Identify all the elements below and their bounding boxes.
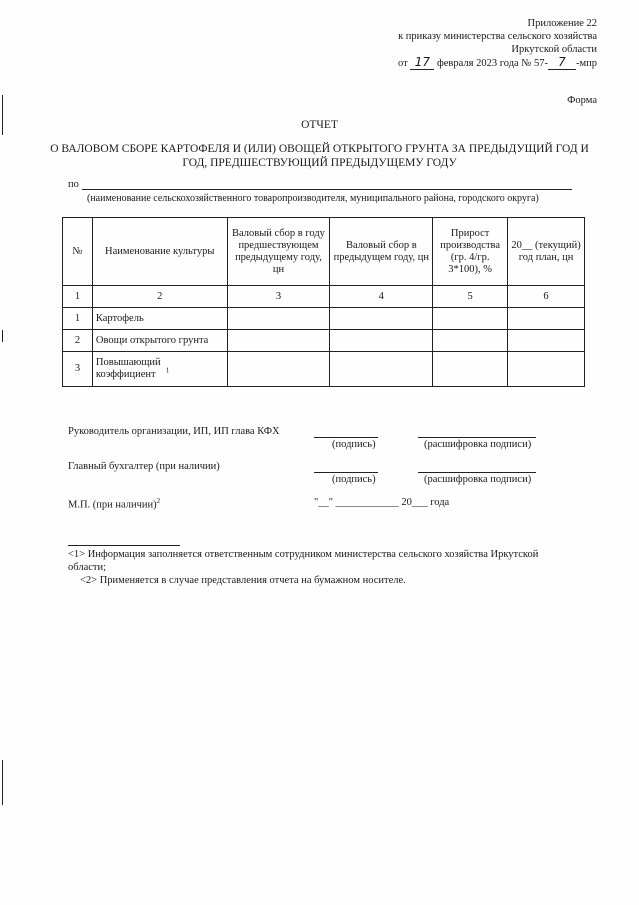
- footnote-divider: [68, 545, 180, 546]
- row-number: 3: [63, 352, 93, 387]
- by-label: по: [68, 179, 79, 190]
- accountant-signature-caption: (подпись): [332, 474, 376, 485]
- order-suffix: -мпр: [575, 58, 597, 69]
- by-underline: [82, 189, 572, 190]
- footnote-1: <1> Информация заполняется ответственным сотрудником министерства сельского хозяйства Иркутской: [68, 549, 539, 560]
- footnote-ref: 1: [165, 366, 170, 375]
- appendix-block: [398, 17, 597, 70]
- cell-yield-before-prev[interactable]: [227, 352, 330, 387]
- report-title-line2: ГОД, ПРЕДШЕСТВУЮЩИЙ ПРЕДЫДУЩЕМУ ГОДУ: [182, 157, 457, 169]
- scan-artifact: [2, 330, 3, 342]
- head-signatory-label: Руководитель организации, ИП, ИП глава КФХ: [68, 426, 280, 437]
- accountant-decoding-caption: (расшифровка подписи): [424, 474, 532, 485]
- row-crop-name: Картофель: [92, 308, 227, 330]
- column-number: 1: [63, 286, 93, 308]
- header-growth: Прирост производства (гр. 4/гр. 3*100), %: [433, 218, 508, 286]
- by-caption: (наименование сельскохозяйственного товаропроизводителя, муниципального района, городского округа): [87, 193, 539, 204]
- table-row: [63, 352, 585, 387]
- column-number: 6: [508, 286, 585, 308]
- form-label: Форма: [567, 95, 597, 106]
- cell-yield-prev[interactable]: [330, 330, 433, 352]
- date-fill-line: "__" ____________ 20___ года: [314, 497, 450, 508]
- cell-yield-prev[interactable]: [330, 308, 433, 330]
- head-signature-line[interactable]: [314, 437, 378, 438]
- accountant-decoding-line[interactable]: [418, 472, 536, 473]
- cell-growth[interactable]: [433, 352, 508, 387]
- date-prefix: от: [398, 58, 408, 69]
- table-header-row: [63, 218, 585, 286]
- row-number: 2: [63, 330, 93, 352]
- column-number: 2: [92, 286, 227, 308]
- header-yield-prev: Валовый сбор в предыдущем году, цн: [330, 218, 433, 286]
- stamp-label: М.П. (при наличии): [68, 499, 157, 511]
- report-table: [62, 217, 585, 387]
- report-title-line1: О ВАЛОВОМ СБОРЕ КАРТОФЕЛЯ И (ИЛИ) ОВОЩЕЙ ОТКРЫТОГО ГРУНТА ЗА ПРЕДЫДУЩИЙ ГОД И: [50, 143, 589, 155]
- table-row: [63, 308, 585, 330]
- table-row: [63, 330, 585, 352]
- footnote-2: <2> Применяется в случае представления отчета на бумажном носителе.: [80, 575, 406, 586]
- appendix-line1: Приложение 22: [527, 18, 597, 29]
- head-decoding-line[interactable]: [418, 437, 536, 438]
- head-signature-caption: (подпись): [332, 439, 376, 450]
- header-num: №: [63, 218, 93, 286]
- cell-plan[interactable]: [508, 352, 585, 387]
- head-decoding-caption: (расшифровка подписи): [424, 439, 532, 450]
- appendix-line2: к приказу министерства сельского хозяйства: [398, 31, 597, 42]
- order-number: 7: [548, 56, 576, 70]
- report-heading: ОТЧЕТ: [301, 119, 338, 131]
- cell-yield-before-prev[interactable]: [227, 330, 330, 352]
- appendix-line3: Иркутской области: [511, 44, 597, 55]
- column-number: 5: [433, 286, 508, 308]
- accountant-label: Главный бухгалтер (при наличии): [68, 461, 220, 472]
- cell-yield-before-prev[interactable]: [227, 308, 330, 330]
- appendix-date-line: [398, 56, 597, 70]
- scan-artifact: [2, 760, 3, 805]
- cell-growth[interactable]: [433, 308, 508, 330]
- column-numbers-row: [63, 286, 585, 308]
- footnote-1-cont: области;: [68, 562, 107, 573]
- footnote-ref: 2: [156, 497, 161, 505]
- row-crop-name: Овощи открытого грунта: [92, 330, 227, 352]
- row-number: 1: [63, 308, 93, 330]
- accountant-signature-line[interactable]: [314, 472, 378, 473]
- row-crop-name: [92, 352, 227, 387]
- date-day: 17: [410, 56, 434, 70]
- row-crop-label: Повышающий коэффициент: [95, 357, 161, 380]
- column-number: 4: [330, 286, 433, 308]
- cell-yield-prev[interactable]: [330, 352, 433, 387]
- stamp-line: [68, 497, 160, 511]
- header-plan: 20__ (текущий) год план, цн: [508, 218, 585, 286]
- cell-plan[interactable]: [508, 308, 585, 330]
- date-rest: февраля 2023 года № 57-: [436, 58, 548, 69]
- header-yield-before-prev: Валовый сбор в году предшествующем предыдущему году, цн: [227, 218, 330, 286]
- header-crop-name: Наименование культуры: [92, 218, 227, 286]
- cell-growth[interactable]: [433, 330, 508, 352]
- cell-plan[interactable]: [508, 330, 585, 352]
- column-number: 3: [227, 286, 330, 308]
